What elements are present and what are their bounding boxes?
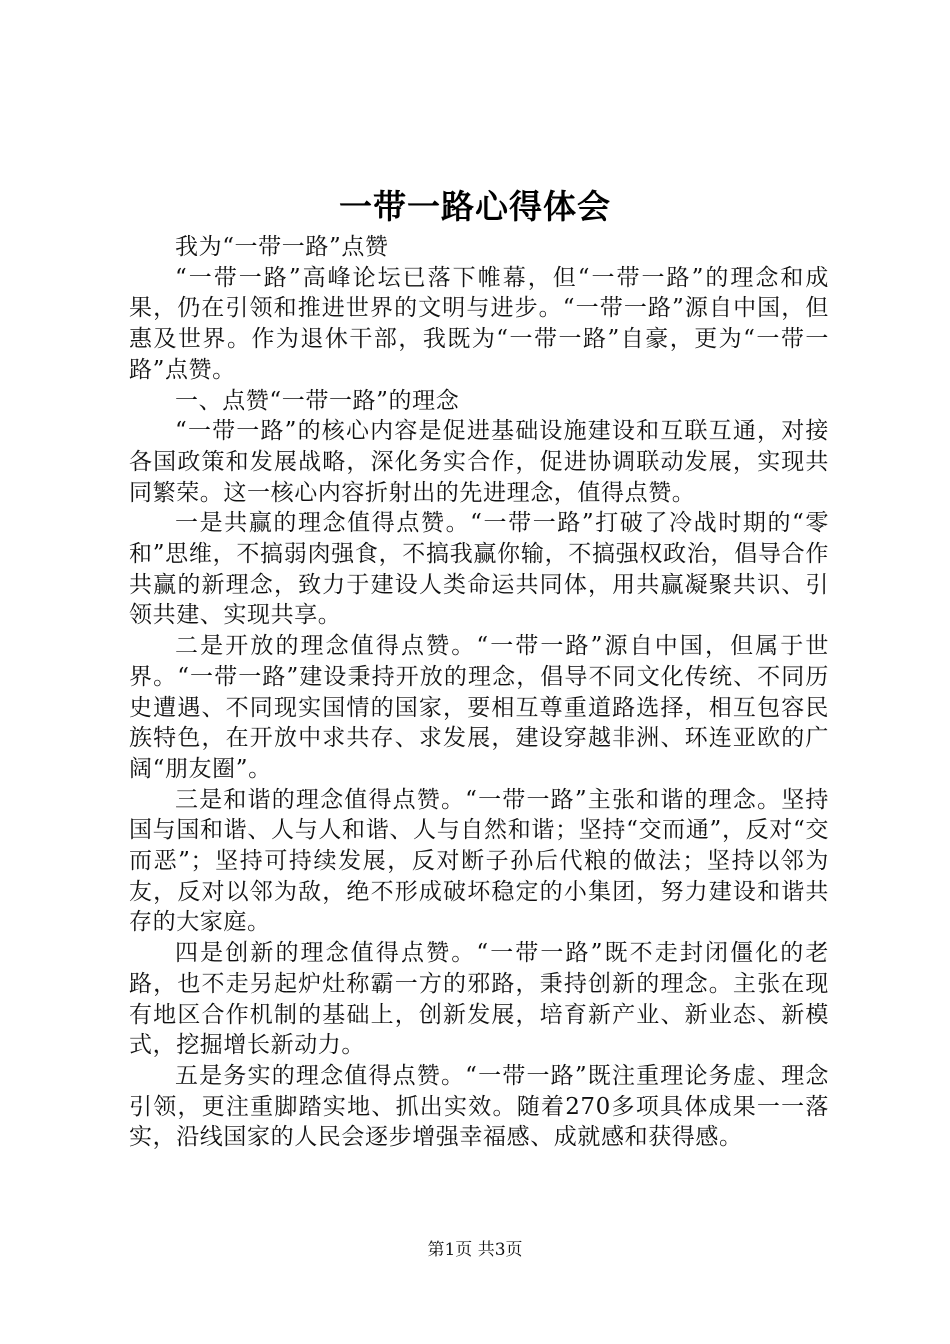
paragraph: 四是创新的理念值得点赞。“一带一路”既不走封闭僵化的老路，也不走另起炉灶称霸一方的邪路，秉持创新的理念。主张在现有地区合作机制的基础上，创新发展，培育新产业、新业态、新模式，挖掘增长新动力。 (129, 940, 829, 1059)
document-body (129, 232, 829, 1153)
document-title: 一带一路心得体会 (339, 187, 611, 226)
paragraph: 三是和谐的理念值得点赞。“一带一路”主张和谐的理念。坚持国与国和谐、人与人和谐、人与自然和谐；坚持“交而通”，反对“交而恶”；坚持可持续发展，反对断子孙后代粮的做法；坚持以邻为友，反对以邻为敌，绝不形成破坏稳定的小集团，努力建设和谐共存的大家庭。 (129, 786, 829, 936)
paragraph: “一带一路”的核心内容是促进基础设施建设和互联互通，对接各国政策和发展战略，深化务实合作，促进协调联动发展，实现共同繁荣。这一核心内容折射出的先进理念，值得点赞。 (129, 418, 829, 506)
page-footer: 第1页 共3页 (427, 1240, 523, 1260)
paragraph: 一是共赢的理念值得点赞。“一带一路”打破了冷战时期的“零和”思维，不搞弱肉强食，不搞我赢你输，不搞强权政治，倡导合作共赢的新理念，致力于建设人类命运共同体，用共赢凝聚共识、引领共建、实现共享。 (129, 510, 829, 629)
paragraph: “一带一路”高峰论坛已落下帷幕，但“一带一路”的理念和成果，仍在引领和推进世界的文明与进步。“一带一路”源自中国，但惠及世界。作为退休干部，我既为“一带一路”自豪，更为“一带一路”点赞。 (129, 264, 829, 383)
paragraph: 我为“一带一路”点赞 (175, 234, 389, 260)
section-heading: 一、点赞“一带一路”的理念 (175, 387, 460, 414)
paragraph: 五是务实的理念值得点赞。“一带一路”既注重理论务虚、理念引领，更注重脚踏实地、抓出实效。随着270多项具体成果一一落实，沿线国家的人民会逐步增强幸福感、成就感和获得感。 (129, 1062, 829, 1151)
paragraph: 二是开放的理念值得点赞。“一带一路”源自中国，但属于世界。“一带一路”建设秉持开放的理念，倡导不同文化传统、不同历史遭遇、不同现实国情的国家，要相互尊重道路选择，相互包容民族特色，在开放中求共存、求发展，建设穿越非洲、环连亚欧的广阔“朋友圈”。 (129, 633, 829, 782)
